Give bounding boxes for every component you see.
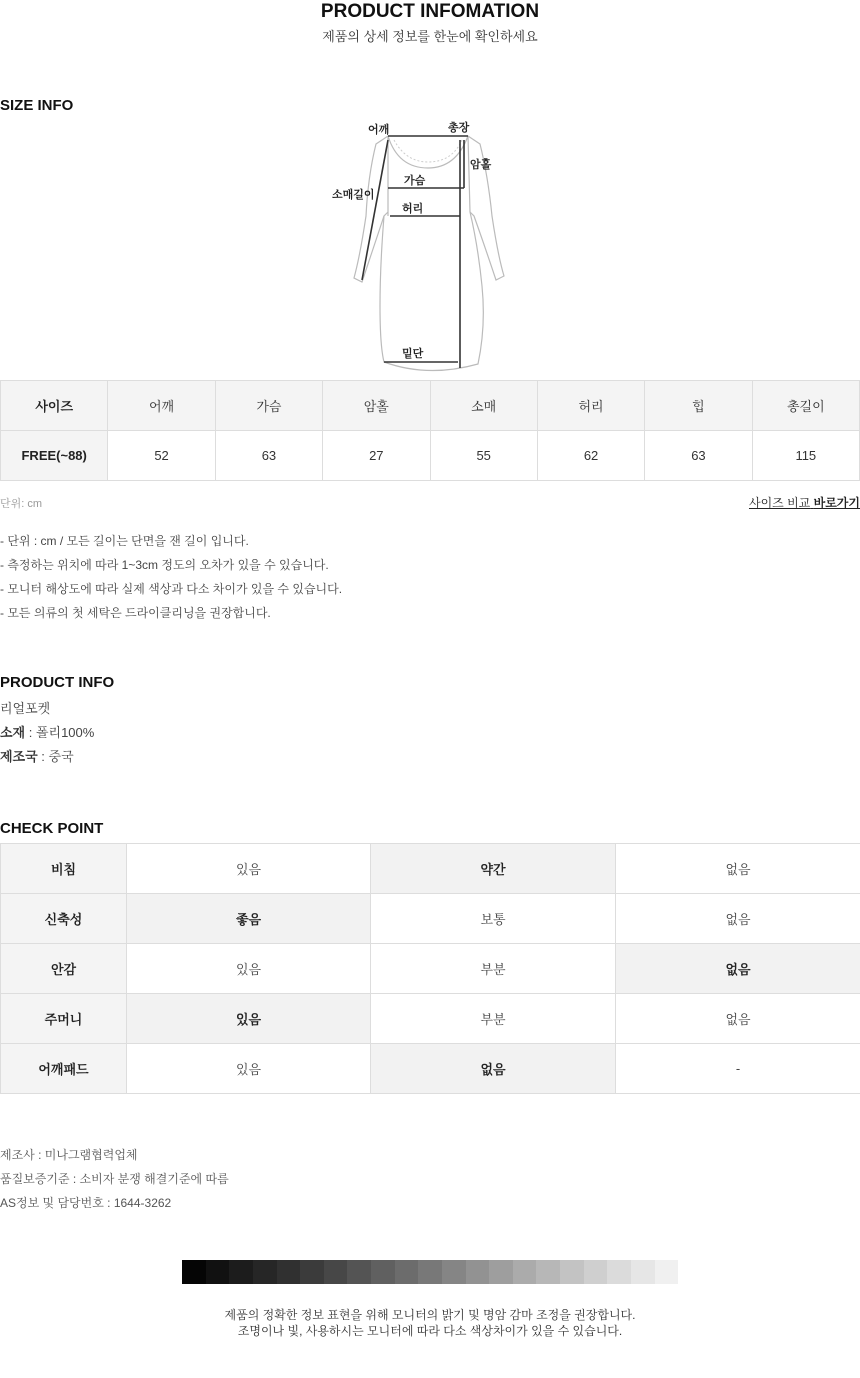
neckline-stitch: [394, 140, 462, 162]
check-row: [1, 844, 860, 894]
label-sleeve-length: 소매길이: [332, 189, 375, 201]
size-compare-link-prefix: 사이즈 비교: [748, 496, 811, 510]
check-point-heading: CHECK POINT: [0, 820, 104, 837]
grayscale-swatch: [536, 1260, 560, 1284]
label-total-length: 총장: [448, 122, 470, 134]
note-item: - 모든 의류의 첫 세탁은 드라이클리닝을 권장합니다.: [0, 606, 271, 620]
check-option: 있음: [127, 844, 371, 894]
grayscale-swatch: [489, 1260, 513, 1284]
product-info-list: [0, 697, 94, 769]
size-header-cell: 암홀: [323, 381, 430, 431]
note-item: - 측정하는 위치에 따라 1~3cm 정도의 오차가 있을 수 있습니다.: [0, 558, 329, 572]
size-cell: 55: [430, 431, 537, 481]
check-point-table: [0, 843, 860, 1094]
check-option: 보통: [371, 894, 616, 944]
check-row-label: 주머니: [1, 994, 127, 1044]
material-label: 소재: [0, 725, 26, 740]
label-shoulder: 어깨: [368, 124, 390, 136]
size-cell: 52: [108, 431, 215, 481]
label-chest: 가슴: [404, 175, 426, 187]
footer-line-2: 조명이나 빛, 사용하시는 모니터에 따라 다소 색상차이가 있을 수 있습니다.: [237, 1324, 623, 1338]
check-option-selected: 좋음: [127, 894, 371, 944]
as-info-line: AS정보 및 담당번호 : 1644-3262: [0, 1196, 172, 1210]
size-cell: 63: [645, 431, 752, 481]
grayscale-swatch: [229, 1260, 253, 1284]
size-table-row: [1, 431, 860, 481]
footer-note: [0, 1307, 860, 1339]
origin-value: : 중국: [37, 749, 74, 764]
size-cell: 63: [215, 431, 322, 481]
quality-standard-line: 품질보증기준 : 소비자 분쟁 해결기준에 따름: [0, 1172, 229, 1186]
grayscale-swatch: [253, 1260, 277, 1284]
check-option: 부분: [371, 994, 616, 1044]
product-name: 리얼포켓: [0, 701, 51, 716]
grayscale-swatch: [418, 1260, 442, 1284]
grayscale-swatch: [395, 1260, 419, 1284]
grayscale-swatch: [277, 1260, 301, 1284]
check-row: [1, 894, 860, 944]
check-option-selected: 있음: [127, 994, 371, 1044]
manufacturer-info: [0, 1143, 229, 1215]
check-option: -: [616, 1044, 860, 1094]
grayscale-calibration-bar: [182, 1260, 678, 1284]
material-value: : 폴리100%: [25, 725, 95, 740]
size-header-cell: 어깨: [108, 381, 215, 431]
size-cell: 62: [537, 431, 644, 481]
size-table-header-row: [1, 381, 860, 431]
label-armhole: 암홀: [470, 159, 492, 171]
check-option-selected: 없음: [616, 944, 860, 994]
grayscale-swatch: [347, 1260, 371, 1284]
unit-note: 단위: cm: [0, 498, 43, 510]
origin-label: 제조국: [0, 749, 38, 764]
size-compare-link-bold: 바로가기: [813, 496, 860, 510]
label-hem: 밑단: [402, 348, 424, 360]
origin-row: [0, 745, 94, 769]
check-row: [1, 1044, 860, 1094]
grayscale-swatch: [442, 1260, 466, 1284]
check-row-label: 어깨패드: [1, 1044, 127, 1094]
grayscale-swatch: [466, 1260, 490, 1284]
size-compare-link[interactable]: [749, 495, 860, 511]
grayscale-swatch: [371, 1260, 395, 1284]
dress-outline: [354, 136, 504, 371]
size-header-cell: 허리: [537, 381, 644, 431]
dress-illustration: [328, 116, 538, 378]
size-cell: 115: [752, 431, 859, 481]
check-option: 있음: [127, 1044, 371, 1094]
grayscale-swatch: [300, 1260, 324, 1284]
grayscale-swatch: [324, 1260, 348, 1284]
size-cell: 27: [323, 431, 430, 481]
size-header-cell: 총길이: [752, 381, 859, 431]
check-row-label: 안감: [1, 944, 127, 994]
grayscale-swatch: [584, 1260, 608, 1284]
note-item: - 단위 : cm / 모든 길이는 단면을 잰 길이 입니다.: [0, 534, 249, 548]
note-item: - 모니터 해상도에 따라 실제 색상과 다소 차이가 있을 수 있습니다.: [0, 582, 343, 596]
label-waist: 허리: [402, 203, 424, 215]
grayscale-swatch: [560, 1260, 584, 1284]
product-info-heading: PRODUCT INFO: [0, 674, 115, 691]
grayscale-swatch: [655, 1260, 679, 1284]
footer-line-1: 제품의 정확한 정보 표현을 위해 모니터의 밝기 및 명암 감마 조정을 권장합니다.: [224, 1308, 636, 1322]
manufacturer-line: 제조사 : 미나그램협력업체: [0, 1148, 138, 1162]
check-option: 없음: [616, 844, 860, 894]
size-header-cell: 힙: [645, 381, 752, 431]
page-title: PRODUCT INFOMATION: [320, 1, 540, 22]
measurement-lines: [362, 136, 468, 368]
size-notes: [0, 529, 342, 625]
size-cell: FREE(~88): [1, 431, 108, 481]
material-row: [0, 721, 94, 745]
page-subtitle: 제품의 상세 정보를 한눈에 확인하세요: [322, 29, 538, 44]
grayscale-swatch: [182, 1260, 206, 1284]
check-row: [1, 944, 860, 994]
check-option-selected: 없음: [371, 1044, 616, 1094]
check-row-label: 신축성: [1, 894, 127, 944]
check-row: [1, 994, 860, 1044]
check-option: 부분: [371, 944, 616, 994]
size-table: [0, 380, 860, 481]
grayscale-swatch: [206, 1260, 230, 1284]
check-row-label: 비침: [1, 844, 127, 894]
size-info-heading: SIZE INFO: [0, 97, 74, 114]
dress-size-diagram: [328, 116, 538, 378]
size-header-cell: 가슴: [215, 381, 322, 431]
check-option-selected: 약간: [371, 844, 616, 894]
size-header-cell: 소매: [430, 381, 537, 431]
check-option: 없음: [616, 994, 860, 1044]
check-option: 있음: [127, 944, 371, 994]
grayscale-swatch: [607, 1260, 631, 1284]
check-option: 없음: [616, 894, 860, 944]
size-header-cell: 사이즈: [1, 381, 108, 431]
grayscale-swatch: [631, 1260, 655, 1284]
grayscale-swatch: [513, 1260, 537, 1284]
